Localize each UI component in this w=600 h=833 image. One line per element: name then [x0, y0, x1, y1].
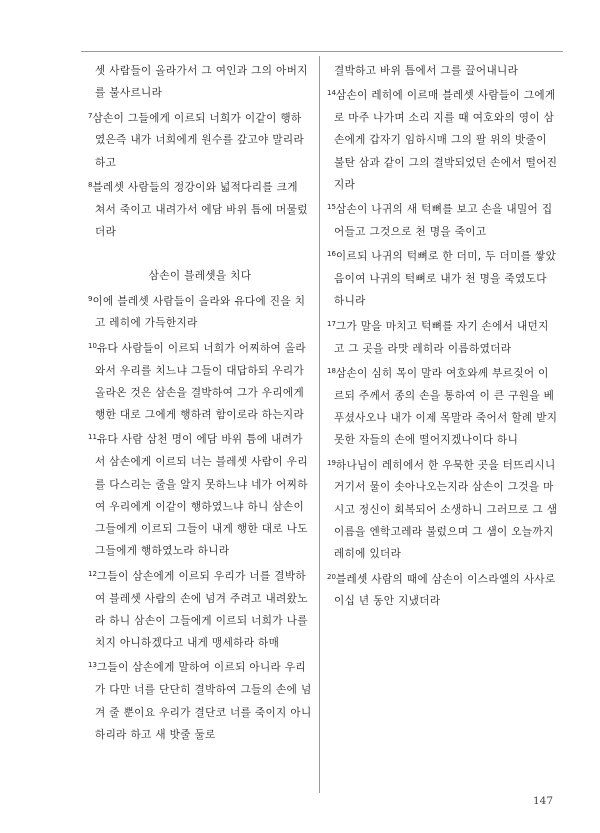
- verse: [327, 566, 559, 613]
- verse: [88, 426, 312, 562]
- column-divider: [319, 56, 320, 793]
- verse-text: 유다 사람 삼천 명이 에담 바위 틈에 내려가서 삼손에게 이르되 너는 블레셋 사람이 우리를 다스리는 줄을 알지 못하느냐 네가 어찌하여 우리에게 이같이 행하였느냐 하니 삼손이 그들에게 이르되 그들이 내게 행한 대로 나도 그들에게 행하였노라 하니라: [95, 433, 308, 558]
- verse-number: 18: [327, 366, 336, 375]
- verse-number: 9: [88, 294, 93, 303]
- verse: [88, 335, 312, 427]
- verse-text: 하나님이 레히에서 한 우묵한 곳을 터뜨리시니 거기서 물이 솟아나오는지라 삼손이 그것을 마시고 정신이 회복되어 소생하니 그러므로 그 샘 이름을 엔학고레라 불렀으며 그 샘이 오늘까지 레히에 있더라: [334, 459, 558, 561]
- verse-text: 그가 말을 마치고 턱뼈를 자기 손에서 내던지고 그 곳을 라맛 레히라 이름하였더라: [334, 320, 549, 355]
- verse: [88, 654, 312, 746]
- section-heading: 삼손이 블레셋을 치다: [148, 270, 252, 283]
- verse-text: 삼손이 그들에게 이르되 너희가 이같이 행하였은즉 내가 너희에게 원수를 갚고야 말리라 하고: [92, 112, 305, 169]
- continuation-text: 결박하고 바위 틈에서 그를 끌어내니라: [334, 65, 519, 77]
- left-column: [88, 60, 312, 746]
- verse-number: 20: [327, 572, 336, 581]
- verse-text: 유다 사람들이 이르되 너희가 어찌하여 올라와서 우리를 치느냐 그들이 대답하되 우리가 올라온 것은 삼손을 결박하여 그가 우리에게 행한 대로 그에게 행하려 함이로라 하는지라: [95, 342, 307, 422]
- verse-text: 그들이 삼손에게 말하여 이르되 아니라 우리가 다만 너를 단단히 결박하여 그들의 손에 넘겨 줄 뿐이요 우리가 결단코 너를 죽이지 아니하리라 하고 새 밧줄 둘로: [95, 661, 312, 741]
- verse-number: 11: [88, 433, 97, 442]
- verse-number: 17: [327, 319, 336, 328]
- verse: [88, 174, 312, 243]
- verse-text: 삼손이 나귀의 새 턱뼈를 보고 손을 내밀어 집어들고 그것으로 천 명을 죽이고: [334, 203, 553, 239]
- verse: [88, 563, 312, 655]
- verse-text: 블레셋 사람의 때에 삼손이 이스라엘의 사사로 이십 년 동안 지냈더라: [334, 573, 556, 608]
- top-rule: [81, 51, 563, 52]
- verse-number: 8: [88, 180, 93, 189]
- verse-number: 13: [88, 661, 97, 670]
- verse-number: 15: [327, 203, 336, 212]
- verse-text: 이에 블레셋 사람들이 올라와 유다에 진을 치고 레히에 가득한지라: [92, 295, 306, 330]
- verse: [88, 288, 312, 335]
- page-number: 147: [533, 795, 554, 807]
- verse-number: 19: [327, 458, 336, 467]
- verse: [327, 360, 559, 452]
- verse-text: 이르되 나귀의 턱뼈로 한 더미, 두 더미를 쌓았음이여 나귀의 턱뼈로 내가 천 명을 죽였도다 하니라: [334, 250, 557, 308]
- verse: [327, 243, 559, 312]
- continuation-text: 셋 사람들이 올라가서 그 여인과 그의 아버지를 불사르니라: [95, 65, 308, 100]
- verse-number: 12: [88, 569, 97, 578]
- verse-text: 그들이 삼손에게 이르되 우리가 너를 결박하여 블레셋 사람의 손에 넘겨 주려고 내려왔노라 하니 삼손이 그들에게 이르되 너희가 나를 치지 아니하겠다고 내게 맹세하라 하매: [95, 570, 308, 650]
- right-column: [327, 60, 559, 613]
- verse-text: 블레셋 사람들의 정강이와 넓적다리를 크게 쳐서 죽이고 내려가서 에담 바위 틈에 머물렀더라: [92, 181, 308, 239]
- section-spacer: [88, 243, 312, 265]
- verse-number: 14: [327, 89, 336, 98]
- verse: [327, 313, 559, 360]
- verse-text: 삼손이 심히 목이 말라 여호와께 부르짖어 이르되 주께서 종의 손을 통하여 이 큰 구원을 베푸셨사오나 내가 이제 목말라 죽어서 할례 받지 못한 자들의 손에 떨어지겠나이다 하니: [334, 367, 558, 447]
- verse-text: 삼손이 레히에 이르매 블레셋 사람들이 그에게로 마주 나가며 소리 지를 때 여호와의 영이 삼손에게 갑자기 임하시매 그의 팔 위의 밧줄이 불탄 삼과 같이 그의 결박되었던 손에서 떨어진지라: [334, 89, 558, 191]
- verse-number: 7: [88, 111, 93, 120]
- verse-number: 10: [88, 341, 97, 350]
- verse: [327, 196, 559, 243]
- verse-number: 16: [327, 250, 336, 259]
- verse: [327, 82, 559, 196]
- verse: [88, 105, 312, 174]
- verse: [327, 452, 559, 566]
